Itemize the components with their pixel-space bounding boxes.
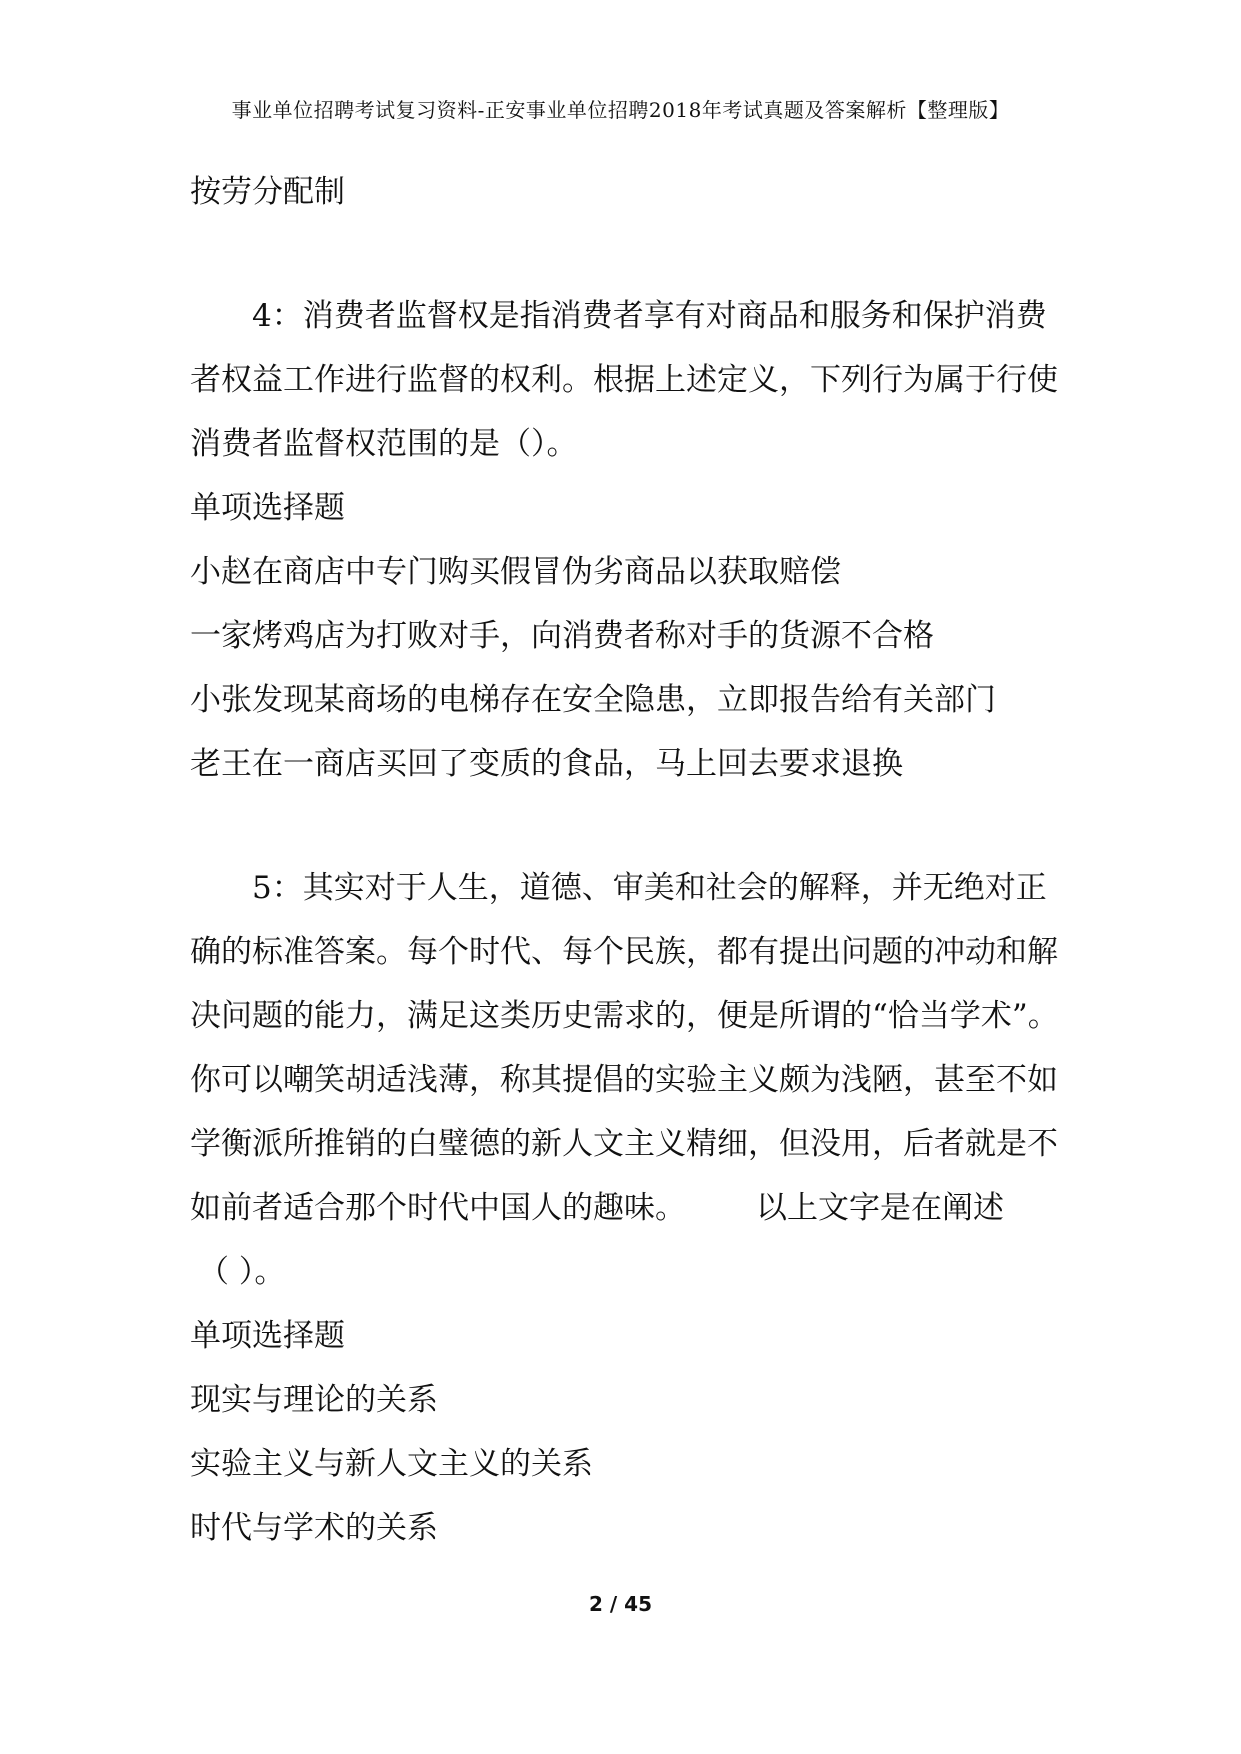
- question-stem-line: [190, 1176, 1060, 1240]
- option-b: 实验主义与新人文主义的关系: [190, 1446, 593, 1482]
- spacer: [190, 224, 1060, 284]
- question-stem-line: 决问题的能力，满足这类历史需求的，便是所谓的“恰当学术”。: [190, 998, 1059, 1034]
- option-a: 现实与理论的关系: [190, 1382, 438, 1418]
- question-stem-part: 以上文字是在阐述: [756, 1190, 1004, 1226]
- question-stem-line: 消费者监督权范围的是（）。: [190, 426, 578, 462]
- carryover-text: 按劳分配制: [190, 174, 345, 210]
- option-c: 时代与学术的关系: [190, 1510, 438, 1546]
- question-stem-line: 5：其实对于人生，道德、审美和社会的解释，并无绝对正: [252, 870, 1047, 906]
- question-type: 单项选择题: [190, 1318, 345, 1354]
- option-c: 小张发现某商场的电梯存在安全隐患，立即报告给有关部门: [190, 682, 996, 718]
- question-stem-part: 如前者适合那个时代中国人的趣味。: [190, 1190, 686, 1226]
- option-b: 一家烤鸡店为打败对手，向消费者称对手的货源不合格: [190, 618, 934, 654]
- question-stem-line: 学衡派所推销的白璧德的新人文主义精细，但没用，后者就是不: [190, 1126, 1058, 1162]
- question-stem-line: 4：消费者监督权是指消费者享有对商品和服务和保护消费: [252, 298, 1047, 334]
- question-type: 单项选择题: [190, 490, 345, 526]
- option-d: 老王在一商店买回了变质的食品，马上回去要求退换: [190, 746, 903, 782]
- page-content: [190, 160, 1060, 1560]
- question-stem-line: 你可以嘲笑胡适浅薄，称其提倡的实验主义颇为浅陋，甚至不如: [190, 1062, 1058, 1098]
- question-5: [190, 856, 1060, 1560]
- page-header: 事业单位招聘考试复习资料-正安事业单位招聘2018年考试真题及答案解析【整理版】: [231, 98, 1010, 122]
- question-4: [190, 284, 1060, 796]
- spacer: [190, 796, 1060, 856]
- question-stem-line: 确的标准答案。每个时代、每个民族，都有提出问题的冲动和解: [190, 934, 1058, 970]
- page-number: 2 / 45: [589, 1592, 652, 1616]
- option-a: 小赵在商店中专门购买假冒伪劣商品以获取赔偿: [190, 554, 841, 590]
- question-stem-line: 者权益工作进行监督的权利。根据上述定义，下列行为属于行使: [190, 362, 1058, 398]
- answer-blank: （ ）。: [198, 1254, 286, 1290]
